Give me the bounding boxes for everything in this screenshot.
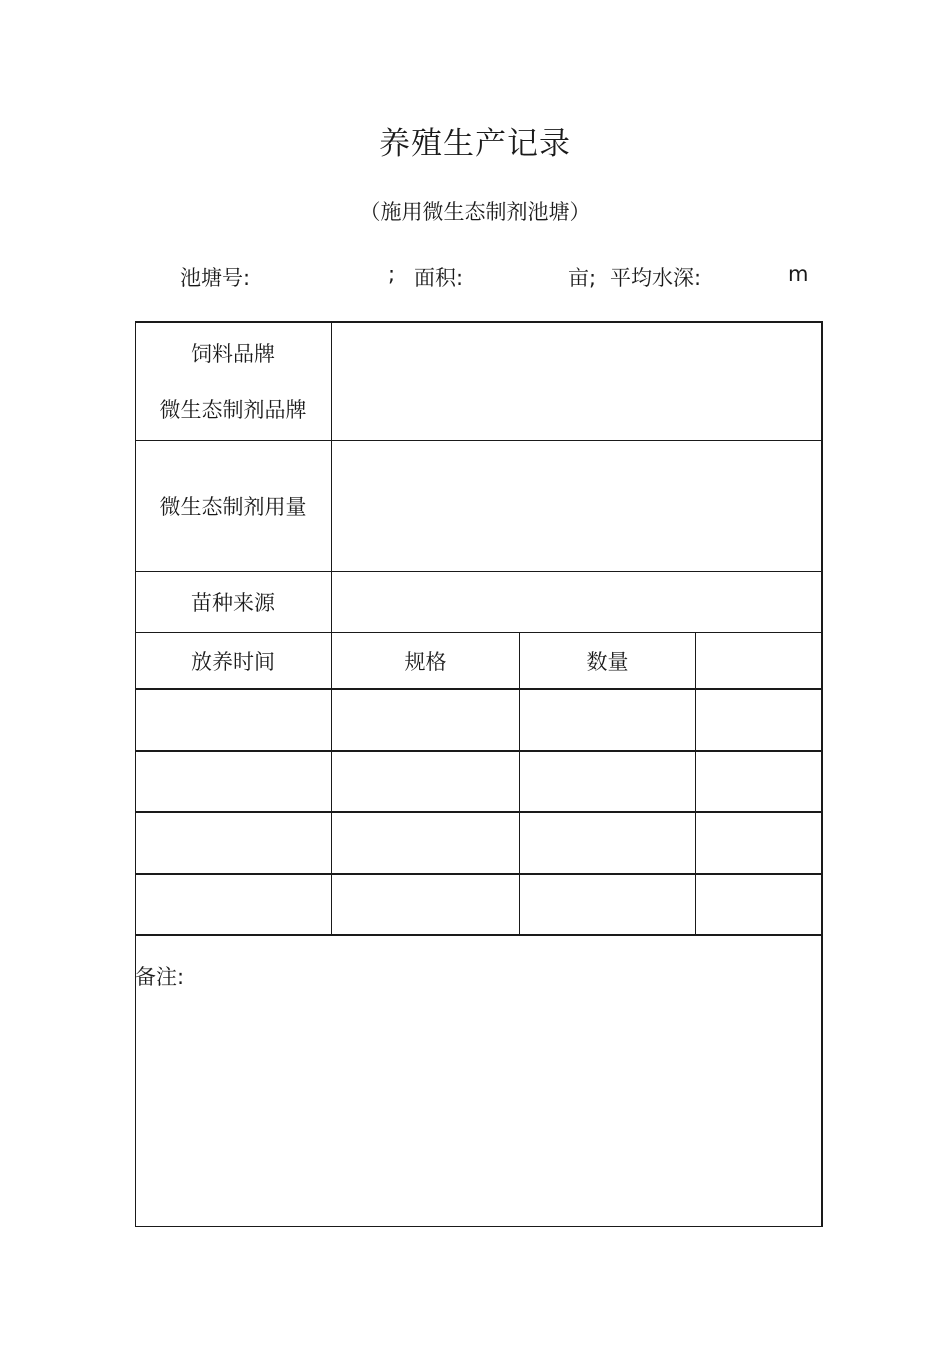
brand-label-cell [135,321,331,440]
header-quantity: 数量 [586,649,629,674]
table-cell[interactable] [332,875,519,934]
depth-unit: m [788,262,809,286]
row-divider [135,934,823,936]
table-cell[interactable] [332,752,519,811]
record-table [135,321,823,1227]
table-cell[interactable] [520,875,695,934]
probiotic-brand-label: 微生态制剂品牌 [159,397,307,422]
header-blank [696,633,821,688]
area-label: 面积: [414,266,464,290]
table-border-right [821,321,823,1227]
info-separator: ; [388,262,396,286]
table-cell[interactable] [696,690,821,750]
table-cell[interactable] [332,690,519,750]
brand-value-field[interactable] [332,321,821,440]
remarks-label: 备注: [135,965,185,989]
probiotic-dosage-text: 微生态制剂用量 [159,495,307,519]
seed-source-text: 苗种来源 [191,591,275,615]
table-cell[interactable] [135,813,331,873]
probiotic-dosage-label [135,441,331,571]
table-cell[interactable] [520,752,695,811]
remarks-field[interactable] [136,995,821,1225]
table-cell[interactable] [332,813,519,873]
document-subtitle: （施用微生态制剂池塘） [359,200,591,224]
table-cell[interactable] [696,813,821,873]
table-cell[interactable] [135,875,331,934]
pond-number-label: 池塘号: [180,266,251,290]
average-depth-label: 平均水深: [610,266,702,290]
table-border-bottom [135,1226,823,1227]
header-stocking-time: 放养时间 [191,649,275,674]
feed-brand-label: 饲料品牌 [191,341,275,366]
table-cell[interactable] [520,813,695,873]
seed-source-label [135,572,331,632]
table-cell[interactable] [135,690,331,750]
document-title: 养殖生产记录 [379,126,571,162]
table-cell[interactable] [520,690,695,750]
table-cell[interactable] [696,875,821,934]
table-cell[interactable] [696,752,821,811]
mu-unit: 亩; [568,266,597,290]
table-cell[interactable] [135,752,331,811]
seed-source-field[interactable] [332,572,821,632]
probiotic-dosage-field[interactable] [332,441,821,571]
header-specification: 规格 [404,649,447,674]
